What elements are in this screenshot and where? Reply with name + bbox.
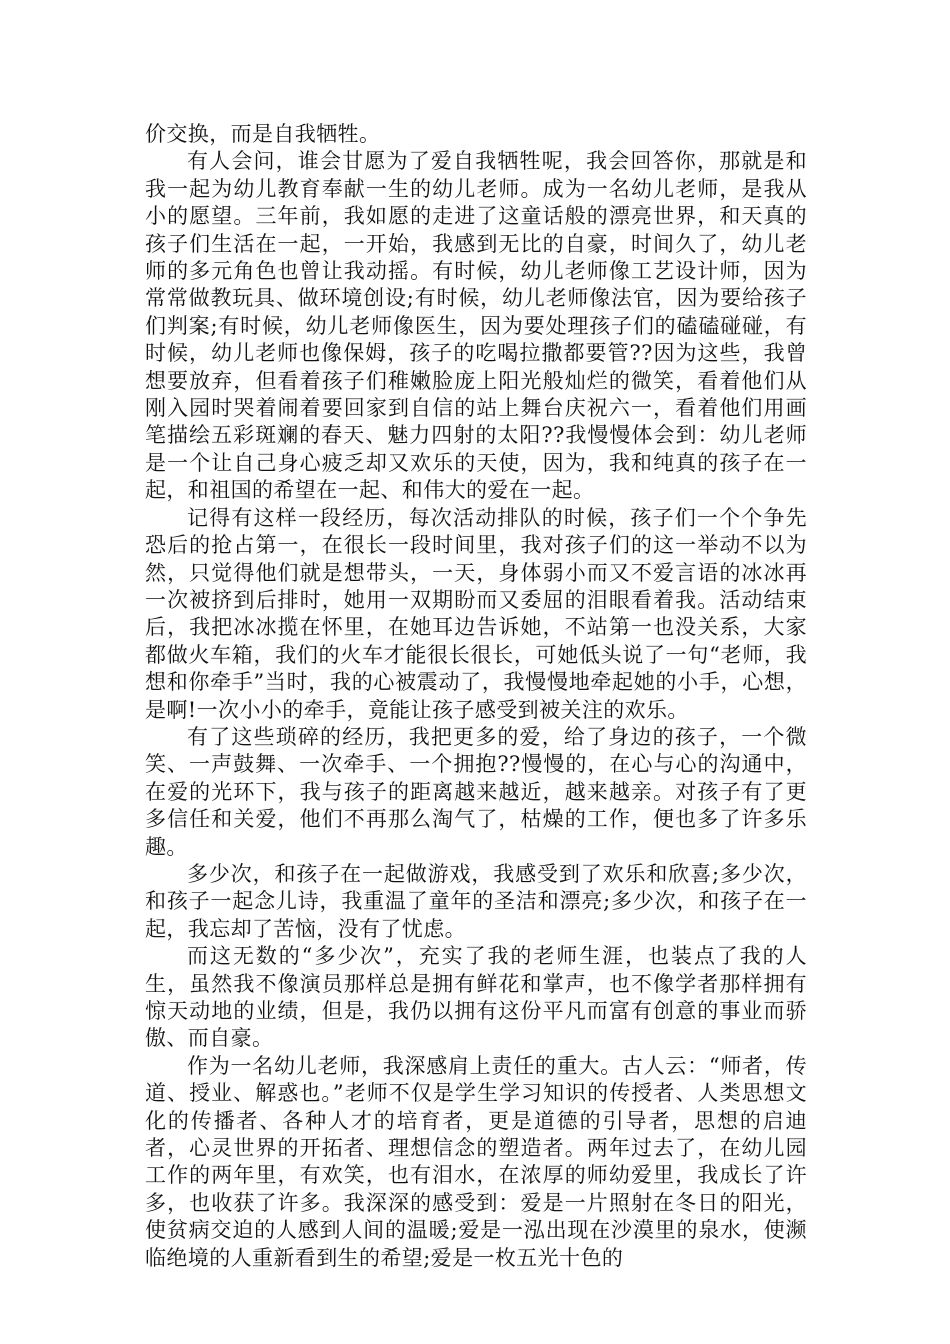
paragraph-more-love: 有了这些琐碎的经历，我把更多的爱，给了身边的孩子，一个微笑、一声鼓舞、一次牵手、一个拥抱??慢慢的，在心与心的沟通中，在爱的光环下，我与孩子的距离越来越近，越来越亲。对孩子有了更多信任和关爱，他们不再那么淘气了，枯燥的工作，便也多了许多乐趣。: [145, 724, 807, 859]
paragraph-continuation: 价交换，而是自我牺牲。: [145, 122, 381, 146]
document-page: [145, 121, 807, 1272]
paragraph-teacher-roles: 有人会问，谁会甘愿为了爱自我牺牲呢，我会回答你，那就是和我一起为幼儿教育奉献一生的幼儿老师。成为一名幼儿老师，是我从小的愿望。三年前，我如愿的走进了这童话般的漂亮世界，和天真的孩子们生活在一起，一开始，我感到无比的自豪，时间久了，幼儿老师的多元角色也曾让我动摇。有时候，幼儿老师像工艺设计师，因为常常做教玩具、做环境创设;有时候，幼儿老师像法官，因为要给孩子们判案;有时候，幼儿老师像医生，因为要处理孩子们的磕磕碰碰，有时候，幼儿老师也像保姆，孩子的吃喝拉撒都要管??因为这些，我曾想要放弃，但看着孩子们稚嫩脸庞上阳光般灿烂的微笑，看着他们从刚入园时哭着闹着要回家到自信的站上舞台庆祝六一，看着他们用画笔描绘五彩斑斓的春天、魅力四射的太阳??我慢慢体会到：幼儿老师是一个让自己身心疲乏却又欢乐的天使，因为，我和纯真的孩子在一起，和祖国的希望在一起、和伟大的爱在一起。: [145, 149, 807, 503]
paragraph-how-many-times: 多少次，和孩子在一起做游戏，我感受到了欢乐和欣喜;多少次，和孩子一起念儿诗，我重温了童年的圣洁和漂亮;多少次，和孩子在一起，我忘却了苦恼，没有了忧虑。: [145, 861, 807, 941]
paragraph-career-pride: 而这无数的“多少次”，充实了我的老师生涯，也装点了我的人生，虽然我不像演员那样总是拥有鲜花和掌声，也不像学者那样拥有惊天动地的业绩，但是，我仍以拥有这份平凡而富有创意的事业而骄傲、而自豪。: [145, 944, 807, 1051]
paragraph-responsibility: 作为一名幼儿老师，我深感肩上责任的重大。古人云：“师者，传道、授业、解惑也。”老师不仅是学生学习知识的传授者、人类思想文化的传播者、各种人才的培育者，更是道德的引导者，思想的启迪者，心灵世界的开拓者、理想信念的塑造者。两年过去了，在幼儿园工作的两年里，有欢笑，也有泪水，在浓厚的师幼爱里，我成长了许多，也收获了许多。我深深的感受到：爱是一片照射在冬日的阳光，使贫病交迫的人感到人间的温暖;爱是一泓出现在沙漠里的泉水，使濒临绝境的人重新看到生的希望;爱是一枚五光十色的: [145, 1053, 807, 1270]
paragraph-holding-hands: 记得有这样一段经历，每次活动排队的时候，孩子们一个个争先恐后的抢占第一，在很长一段时间里，我对孩子们的这一举动不以为然，只觉得他们就是想带头，一天，身体弱小而又不爱言语的冰冰再一次被挤到后排时，她用一双期盼而又委屈的泪眼看着我。活动结束后，我把冰冰揽在怀里，在她耳边告诉她，不站第一也没关系，大家都做火车箱，我们的火车才能很长很长，可她低头说了一句“老师，我想和你牵手”当时，我的心被震动了，我慢慢地牵起她的小手，心想，是啊!一次小小的牵手，竟能让孩子感受到被关注的欢乐。: [145, 505, 807, 722]
